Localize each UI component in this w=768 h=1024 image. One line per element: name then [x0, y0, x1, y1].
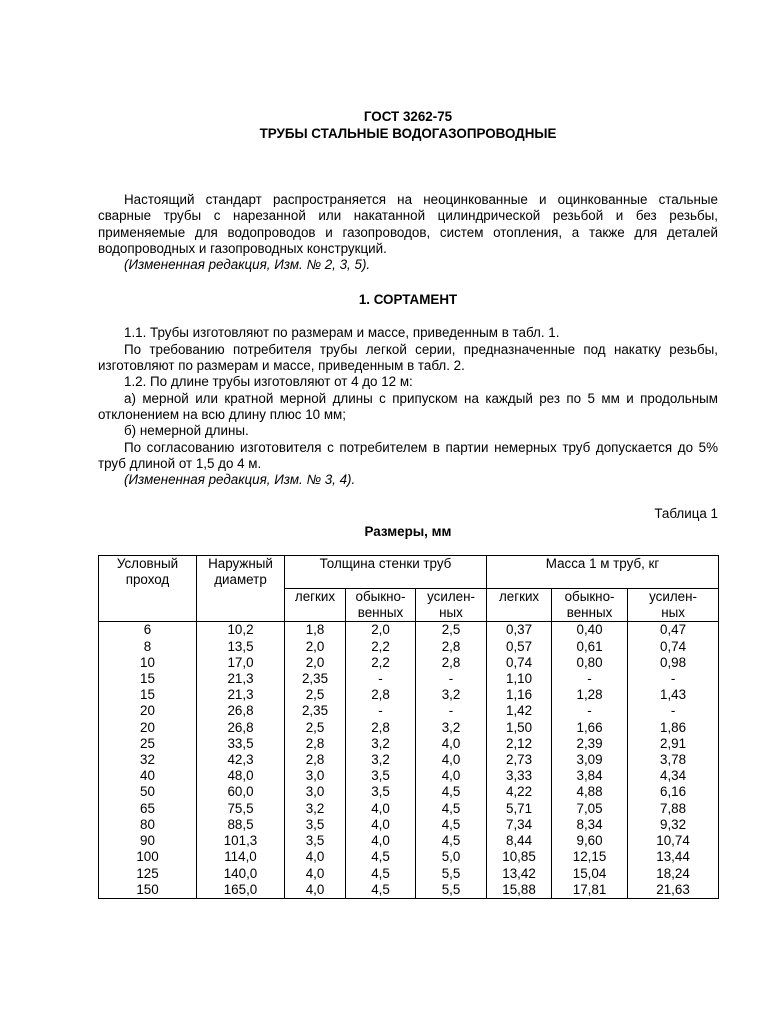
- cell-nominal-bore: 15: [99, 687, 197, 703]
- cell-wall-reinforced: 3,2: [416, 687, 487, 703]
- cell-wall-reinforced: 4,0: [416, 736, 487, 752]
- cell-nominal-bore: 100: [99, 849, 197, 865]
- cell-outer-diameter: 21,3: [197, 671, 285, 687]
- cell-nominal-bore: 20: [99, 703, 197, 719]
- cell-mass-light: 4,22: [487, 784, 552, 800]
- cell-mass-light: 0,74: [487, 655, 552, 671]
- cell-mass-reinforced: 4,34: [628, 768, 719, 784]
- cell-wall-light: 3,0: [285, 784, 346, 800]
- cell-wall-reinforced: 4,0: [416, 768, 487, 784]
- cell-outer-diameter: 42,3: [197, 752, 285, 768]
- cell-mass-light: 1,42: [487, 703, 552, 719]
- header-wall-reinforced: усилен-ных: [416, 589, 487, 622]
- table-row: [99, 752, 719, 768]
- cell-wall-light: 2,35: [285, 671, 346, 687]
- clause-1-2: 1.2. По длине трубы изготовляют от 4 до 12 м:: [124, 374, 413, 390]
- cell-wall-ordinary: 3,2: [346, 752, 416, 768]
- section-title: 1. СОРТАМЕНТ: [358, 292, 458, 308]
- cell-wall-reinforced: 4,5: [416, 817, 487, 833]
- clause-1-1-extra: По требованию потребителя трубы легкой серии, предназначенные под накатку резьбы, изготовляют по размерам и массе, приведенным в табл. 2.: [98, 341, 718, 374]
- table-label: Таблица 1: [654, 506, 718, 522]
- cell-wall-reinforced: 4,5: [416, 784, 487, 800]
- cell-wall-light: 2,5: [285, 687, 346, 703]
- cell-mass-reinforced: 21,63: [628, 882, 719, 899]
- cell-wall-reinforced: -: [416, 671, 487, 687]
- cell-outer-diameter: 33,5: [197, 736, 285, 752]
- table-row: [99, 817, 719, 833]
- cell-wall-light: 3,5: [285, 833, 346, 849]
- cell-outer-diameter: 140,0: [197, 866, 285, 882]
- cell-wall-reinforced: 2,8: [416, 655, 487, 671]
- cell-outer-diameter: 75,5: [197, 801, 285, 817]
- cell-nominal-bore: 90: [99, 833, 197, 849]
- cell-mass-light: 5,71: [487, 801, 552, 817]
- cell-mass-reinforced: 0,47: [628, 622, 719, 639]
- table-row: [99, 768, 719, 784]
- cell-wall-reinforced: 2,5: [416, 622, 487, 639]
- table-row: [99, 866, 719, 882]
- cell-wall-light: 4,0: [285, 866, 346, 882]
- cell-wall-reinforced: 2,8: [416, 639, 487, 655]
- cell-nominal-bore: 125: [99, 866, 197, 882]
- cell-nominal-bore: 32: [99, 752, 197, 768]
- cell-outer-diameter: 101,3: [197, 833, 285, 849]
- header-wall-thickness: Толщина стенки труб: [285, 556, 487, 589]
- header-wall-ordinary: обыкно-венных: [346, 589, 416, 622]
- table-row: [99, 687, 719, 703]
- cell-mass-reinforced: 1,86: [628, 720, 719, 736]
- cell-wall-light: 2,5: [285, 720, 346, 736]
- cell-mass-reinforced: 2,91: [628, 736, 719, 752]
- table-row: [99, 736, 719, 752]
- cell-mass-reinforced: 10,74: [628, 833, 719, 849]
- cell-wall-light: 2,8: [285, 736, 346, 752]
- cell-mass-reinforced: 13,44: [628, 849, 719, 865]
- cell-wall-ordinary: 3,5: [346, 784, 416, 800]
- cell-wall-light: 2,35: [285, 703, 346, 719]
- header-mass-ordinary: обыкно-венных: [552, 589, 628, 622]
- cell-mass-light: 7,34: [487, 817, 552, 833]
- cell-mass-ordinary: 3,84: [552, 768, 628, 784]
- table-row: [99, 671, 719, 687]
- cell-outer-diameter: 26,8: [197, 720, 285, 736]
- cell-mass-ordinary: 0,40: [552, 622, 628, 639]
- cell-nominal-bore: 80: [99, 817, 197, 833]
- cell-mass-ordinary: 17,81: [552, 882, 628, 899]
- cell-mass-ordinary: 9,60: [552, 833, 628, 849]
- cell-wall-ordinary: 4,0: [346, 817, 416, 833]
- cell-mass-ordinary: 8,34: [552, 817, 628, 833]
- cell-outer-diameter: 21,3: [197, 687, 285, 703]
- cell-wall-light: 3,2: [285, 801, 346, 817]
- table-row: [99, 720, 719, 736]
- cell-mass-light: 1,10: [487, 671, 552, 687]
- clause-1-1: 1.1. Трубы изготовляют по размерам и массе, приведенным в табл. 1.: [124, 325, 560, 341]
- cell-mass-light: 0,37: [487, 622, 552, 639]
- cell-mass-light: 13,42: [487, 866, 552, 882]
- cell-wall-reinforced: 5,5: [416, 866, 487, 882]
- cell-mass-reinforced: 0,98: [628, 655, 719, 671]
- clause-1-2-revision-note: (Измененная редакция, Изм. № 3, 4).: [124, 472, 356, 488]
- intro-section: [98, 192, 718, 273]
- cell-wall-light: 2,0: [285, 655, 346, 671]
- standard-code: ГОСТ 3262-75: [363, 109, 453, 124]
- cell-mass-reinforced: 9,32: [628, 817, 719, 833]
- intro-paragraph: Настоящий стандарт распространяется на неоцинкованные и оцинкованные стальные сварные трубы с нарезанной или накатанной цилиндрической резьбой и без резьбы, применяемые для водопроводов и газопроводов, систем отопления, а также для деталей водопроводных и газопроводных конструкций.: [98, 192, 718, 256]
- cell-outer-diameter: 114,0: [197, 849, 285, 865]
- cell-outer-diameter: 48,0: [197, 768, 285, 784]
- cell-outer-diameter: 165,0: [197, 882, 285, 899]
- cell-wall-reinforced: 4,5: [416, 833, 487, 849]
- cell-wall-ordinary: 4,5: [346, 849, 416, 865]
- cell-nominal-bore: 6: [99, 622, 197, 639]
- cell-mass-ordinary: 12,15: [552, 849, 628, 865]
- cell-nominal-bore: 65: [99, 801, 197, 817]
- cell-wall-ordinary: 2,8: [346, 720, 416, 736]
- intro-revision-note: (Измененная редакция, Изм. № 2, 3, 5).: [124, 257, 371, 273]
- cell-outer-diameter: 13,5: [197, 639, 285, 655]
- cell-mass-light: 10,85: [487, 849, 552, 865]
- cell-mass-ordinary: 3,09: [552, 752, 628, 768]
- cell-mass-ordinary: 1,66: [552, 720, 628, 736]
- cell-outer-diameter: 26,8: [197, 703, 285, 719]
- cell-outer-diameter: 10,2: [197, 622, 285, 639]
- clause-1-2-a: а) мерной или кратной мерной длины с припуском на каждый рез по 5 мм и продольным отклонением на всю длину плюс 10 мм;: [98, 390, 718, 422]
- cell-wall-ordinary: 2,2: [346, 655, 416, 671]
- cell-wall-ordinary: 4,0: [346, 801, 416, 817]
- table-row: [99, 639, 719, 655]
- cell-mass-ordinary: 0,61: [552, 639, 628, 655]
- table-body: [99, 622, 719, 898]
- table-caption: Размеры, мм: [364, 524, 452, 540]
- cell-wall-reinforced: 4,5: [416, 801, 487, 817]
- cell-wall-light: 1,8: [285, 622, 346, 639]
- cell-mass-light: 2,73: [487, 752, 552, 768]
- cell-mass-reinforced: -: [628, 703, 719, 719]
- cell-mass-ordinary: 7,05: [552, 801, 628, 817]
- header-outer-diameter: Наружный диаметр: [197, 556, 285, 622]
- cell-mass-light: 15,88: [487, 882, 552, 899]
- table-row: [99, 833, 719, 849]
- table-row: [99, 801, 719, 817]
- cell-wall-ordinary: 2,0: [346, 622, 416, 639]
- clause-1-2-b: б) немерной длины.: [124, 423, 249, 439]
- cell-mass-ordinary: 0,80: [552, 655, 628, 671]
- cell-mass-light: 1,50: [487, 720, 552, 736]
- cell-wall-light: 4,0: [285, 849, 346, 865]
- cell-nominal-bore: 50: [99, 784, 197, 800]
- cell-wall-ordinary: 4,5: [346, 866, 416, 882]
- table-row: [99, 784, 719, 800]
- header-mass: Масса 1 м труб, кг: [487, 556, 719, 589]
- cell-wall-light: 4,0: [285, 882, 346, 899]
- cell-wall-ordinary: 4,0: [346, 833, 416, 849]
- cell-nominal-bore: 40: [99, 768, 197, 784]
- table-row: [99, 882, 719, 899]
- cell-outer-diameter: 17,0: [197, 655, 285, 671]
- clause-1-2-c: По согласованию изготовителя с потребителем в партии немерных труб допускается до 5% труб длиной от 1,5 до 4 м.: [98, 439, 718, 471]
- header-wall-light: легких: [285, 589, 346, 622]
- cell-wall-light: 3,5: [285, 817, 346, 833]
- cell-nominal-bore: 20: [99, 720, 197, 736]
- cell-wall-light: 2,8: [285, 752, 346, 768]
- cell-nominal-bore: 10: [99, 655, 197, 671]
- cell-mass-ordinary: 15,04: [552, 866, 628, 882]
- cell-nominal-bore: 15: [99, 671, 197, 687]
- cell-mass-light: 8,44: [487, 833, 552, 849]
- cell-mass-light: 0,57: [487, 639, 552, 655]
- cell-nominal-bore: 8: [99, 639, 197, 655]
- cell-mass-ordinary: -: [552, 703, 628, 719]
- cell-mass-reinforced: 3,78: [628, 752, 719, 768]
- cell-wall-ordinary: -: [346, 703, 416, 719]
- cell-wall-ordinary: 4,5: [346, 882, 416, 899]
- cell-mass-light: 3,33: [487, 768, 552, 784]
- cell-wall-reinforced: 5,5: [416, 882, 487, 899]
- cell-mass-reinforced: 7,88: [628, 801, 719, 817]
- cell-mass-reinforced: -: [628, 671, 719, 687]
- cell-mass-reinforced: 6,16: [628, 784, 719, 800]
- cell-wall-ordinary: 2,8: [346, 687, 416, 703]
- cell-mass-ordinary: 1,28: [552, 687, 628, 703]
- header-nominal-bore: Условный проход: [99, 556, 197, 622]
- table-row: [99, 703, 719, 719]
- cell-mass-reinforced: 1,43: [628, 687, 719, 703]
- cell-mass-light: 1,16: [487, 687, 552, 703]
- cell-wall-ordinary: 3,2: [346, 736, 416, 752]
- cell-mass-light: 2,12: [487, 736, 552, 752]
- cell-wall-reinforced: 5,0: [416, 849, 487, 865]
- cell-wall-reinforced: -: [416, 703, 487, 719]
- cell-outer-diameter: 88,5: [197, 817, 285, 833]
- cell-mass-ordinary: 4,88: [552, 784, 628, 800]
- cell-wall-reinforced: 3,2: [416, 720, 487, 736]
- cell-wall-ordinary: -: [346, 671, 416, 687]
- cell-wall-light: 2,0: [285, 639, 346, 655]
- cell-mass-ordinary: 2,39: [552, 736, 628, 752]
- cell-wall-reinforced: 4,0: [416, 752, 487, 768]
- cell-mass-reinforced: 0,74: [628, 639, 719, 655]
- table-row: [99, 655, 719, 671]
- dimensions-table: [98, 555, 719, 898]
- table-row: [99, 849, 719, 865]
- table-row: [99, 622, 719, 639]
- document-title: ТРУБЫ СТАЛЬНЫЕ ВОДОГАЗОПРОВОДНЫЕ: [259, 126, 557, 141]
- header-mass-light: легких: [487, 589, 552, 622]
- cell-wall-light: 3,0: [285, 768, 346, 784]
- cell-mass-ordinary: -: [552, 671, 628, 687]
- cell-wall-ordinary: 2,2: [346, 639, 416, 655]
- cell-wall-ordinary: 3,5: [346, 768, 416, 784]
- cell-nominal-bore: 25: [99, 736, 197, 752]
- cell-outer-diameter: 60,0: [197, 784, 285, 800]
- document-page: [98, 108, 718, 899]
- cell-mass-reinforced: 18,24: [628, 866, 719, 882]
- cell-nominal-bore: 150: [99, 882, 197, 899]
- header-mass-reinforced: усилен-ных: [628, 589, 719, 622]
